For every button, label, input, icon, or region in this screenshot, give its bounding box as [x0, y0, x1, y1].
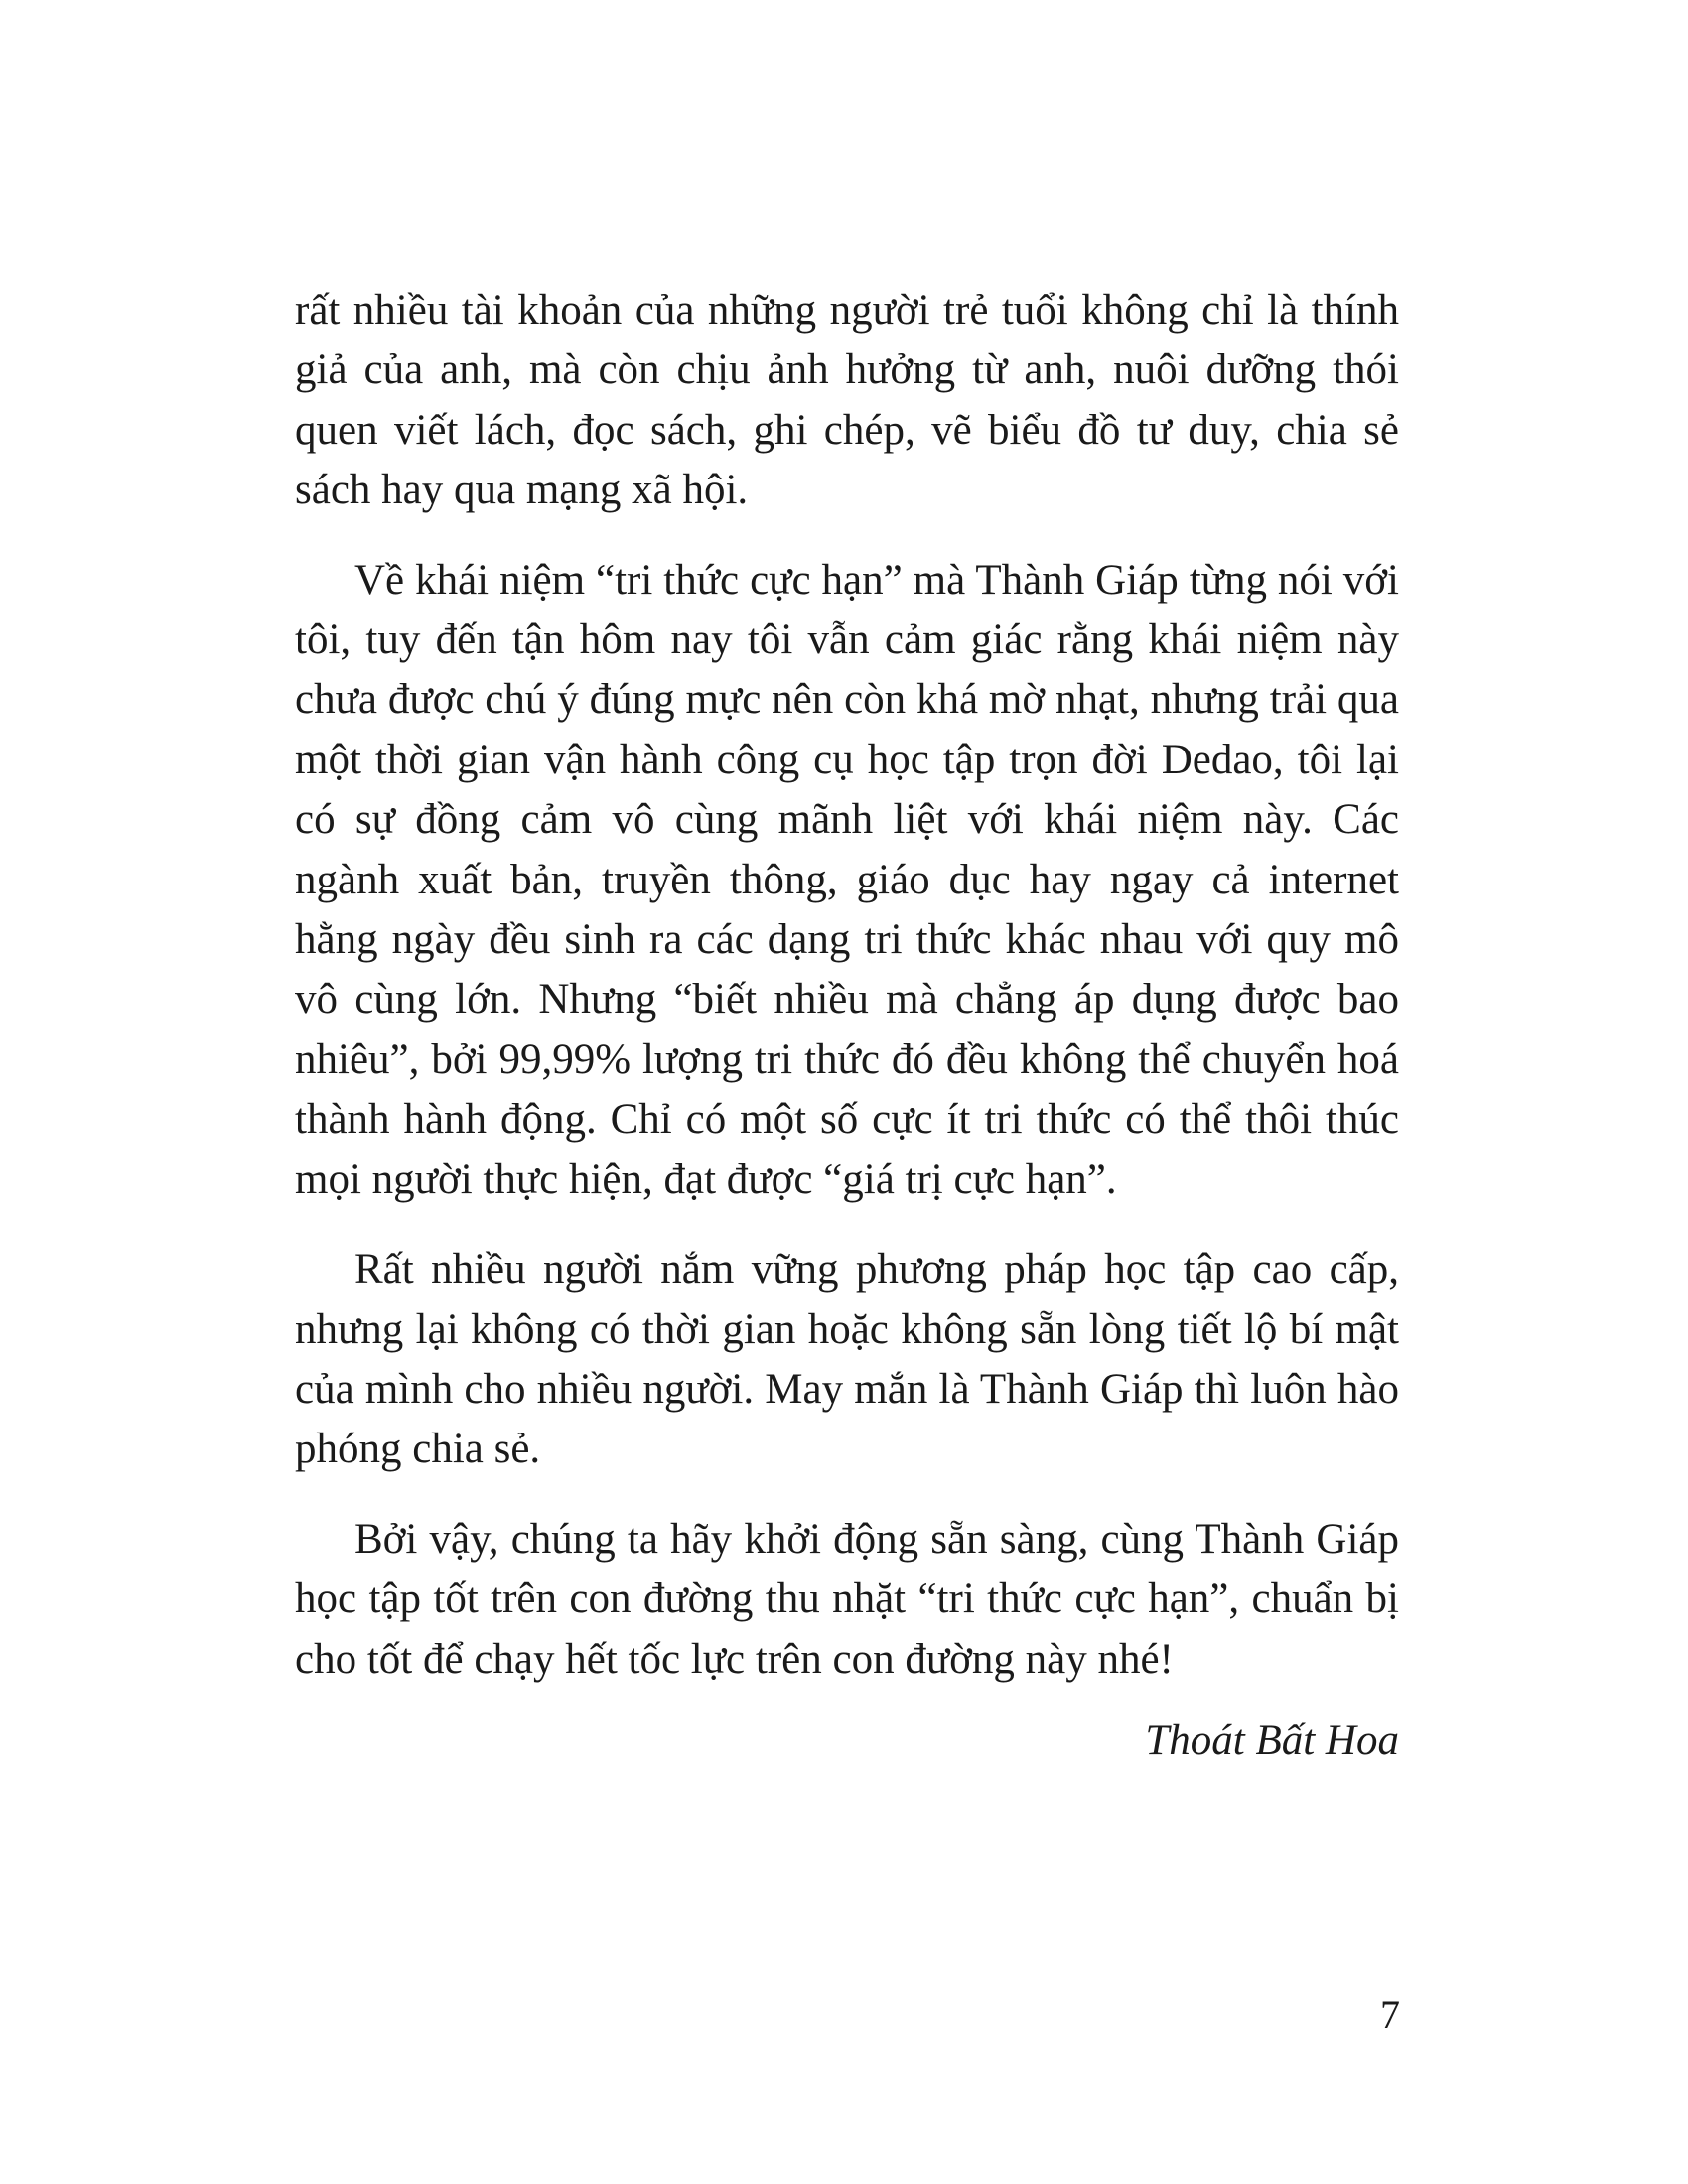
author-signature: Thoát Bất Hoa	[1145, 1716, 1399, 1764]
paragraph-tri-thuc-cuc-han: Về khái niệm “tri thức cực hạn” mà Thành Giáp từng nói với tôi, tuy đến tận hôm nay tôi vẫn cảm giác rằng khái niệm này chưa được chú ý đúng mực nên còn khá mờ nhạt, nhưng trải qua một thời gian vận hành công cụ học tập trọn đời Dedao, tôi lại có sự đồng cảm vô cùng mãnh liệt với khái niệm này. Các ngành xuất bản, truyền thông, giáo dục hay ngay cả internet hằng ngày đều sinh ra các dạng tri thức khác nhau với quy mô vô cùng lớn. Nhưng “biết nhiều mà chẳng áp dụng được bao nhiêu”, bởi 99,99% lượng tri thức đó đều không thể chuyển hoá thành hành động. Chỉ có một số cực ít tri thức có thể thôi thúc mọi người thực hiện, đạt được “giá trị cực hạn”.	[295, 556, 1399, 1203]
paragraph-continuation: rất nhiều tài khoản của những người trẻ tuổi không chỉ là thính giả của anh, mà còn chịu ảnh hưởng từ anh, nuôi dưỡng thói quen viết lách, đọc sách, ghi chép, vẽ biểu đồ tư duy, chia sẻ sách hay qua mạng xã hội.	[295, 287, 1399, 514]
page-number: 7	[1380, 1992, 1400, 2037]
paragraph-phuong-phap-hoc-tap: Rất nhiều người nắm vững phương pháp học tập cao cấp, nhưng lại không có thời gian hoặc không sẵn lòng tiết lộ bí mật của mình cho nhiều người. May mắn là Thành Giáp thì luôn hào phóng chia sẻ.	[295, 1246, 1399, 1473]
body-text	[295, 281, 1399, 1771]
paragraph-closing: Bởi vậy, chúng ta hãy khởi động sẵn sàng, cùng Thành Giáp học tập tốt trên con đường thu nhặt “tri thức cực hạn”, chuẩn bị cho tốt để chạy hết tốc lực trên con đường này nhé!	[295, 1515, 1399, 1683]
